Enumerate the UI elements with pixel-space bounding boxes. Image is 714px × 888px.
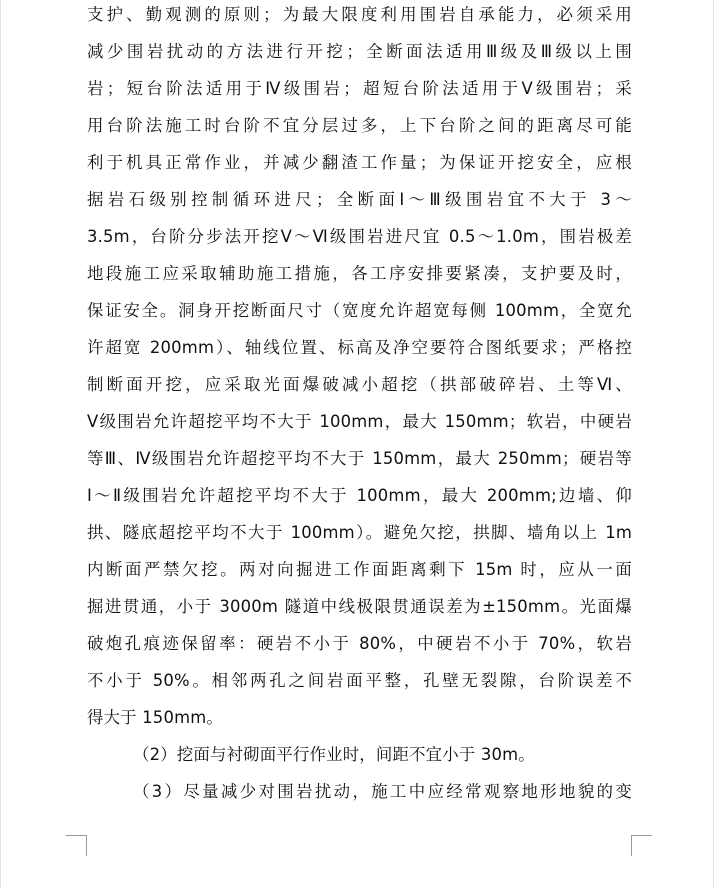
text-line: 拱、隧底超挖平均不大于 100mm）。避免欠挖，拱脚、墙角以上 1m xyxy=(87,523,632,542)
text-line: 许超宽 200mm）、轴线位置、标高及净空要符合图纸要求；严格控 xyxy=(87,338,632,357)
paragraph-last-line: 得大于 150mm。 xyxy=(87,708,223,727)
text-line: 掘进贯通，小于 3000m 隧道中线极限贯通误差为±150mm。光面爆 xyxy=(87,597,632,616)
text-line: Ⅰ～Ⅱ级围岩允许超挖平均不大于 100mm，最大 200mm;边墙、仰 xyxy=(87,486,632,505)
body-text xyxy=(87,0,632,810)
text-line: 制断面开挖，应采取光面爆破减小超挖（拱部破碎岩、土等Ⅵ、 xyxy=(87,375,632,394)
text-line: 等Ⅲ、Ⅳ级围岩允许超挖平均不大于 150mm，最大 250mm；硬岩等 xyxy=(87,449,632,468)
text-line: 3.5m，台阶分步法开挖Ⅴ～Ⅵ级围岩进尺宜 0.5～1.0m，围岩极差 xyxy=(87,227,632,246)
text-line: 内断面严禁欠挖。两对向掘进工作面距离剩下 15m 时，应从一面 xyxy=(87,560,632,579)
text-line: 地段施工应采取辅助施工措施，各工序安排要紧凑，支护要及时， xyxy=(87,264,632,283)
margin-corner-mark-left xyxy=(66,835,87,856)
margin-corner-mark-right xyxy=(631,835,652,856)
text-line: 保证安全。洞身开挖断面尺寸（宽度允许超宽每侧 100mm，全宽允 xyxy=(87,301,632,320)
text-line: 不小于 50%。相邻两孔之间岩面平整，孔壁无裂隙，台阶误差不 xyxy=(87,671,632,690)
text-line: 岩；短台阶法适用于Ⅳ级围岩；超短台阶法适用于Ⅴ级围岩；采 xyxy=(87,79,632,98)
list-item-3: （3）尽量减少对围岩扰动，施工中应经常观察地形地貌的变 xyxy=(133,782,632,801)
text-line: 用台阶法施工时台阶不宜分层过多，上下台阶之间的距离尽可能 xyxy=(87,116,632,135)
list-item-2: （2）挖面与衬砌面平行作业时，间距不宜小于 30m。 xyxy=(133,745,535,764)
text-line: 据岩石级别控制循环进尺；全断面Ⅰ～Ⅲ级围岩宜不大于 3～ xyxy=(87,190,632,209)
text-line: 支护、勤观测的原则；为最大限度利用围岩自承能力，必须采用 xyxy=(87,5,632,24)
text-line: 减少围岩扰动的方法进行开挖；全断面法适用Ⅲ级及Ⅲ级以上围 xyxy=(87,42,632,61)
text-line: 破炮孔痕迹保留率：硬岩不小于 80%，中硬岩不小于 70%，软岩 xyxy=(87,634,632,653)
text-line: 利于机具正常作业，并减少翻渣工作量；为保证开挖安全，应根 xyxy=(87,153,632,172)
text-line: Ⅴ级围岩允许超挖平均不大于 100mm，最大 150mm；软岩，中硬岩 xyxy=(87,412,632,431)
